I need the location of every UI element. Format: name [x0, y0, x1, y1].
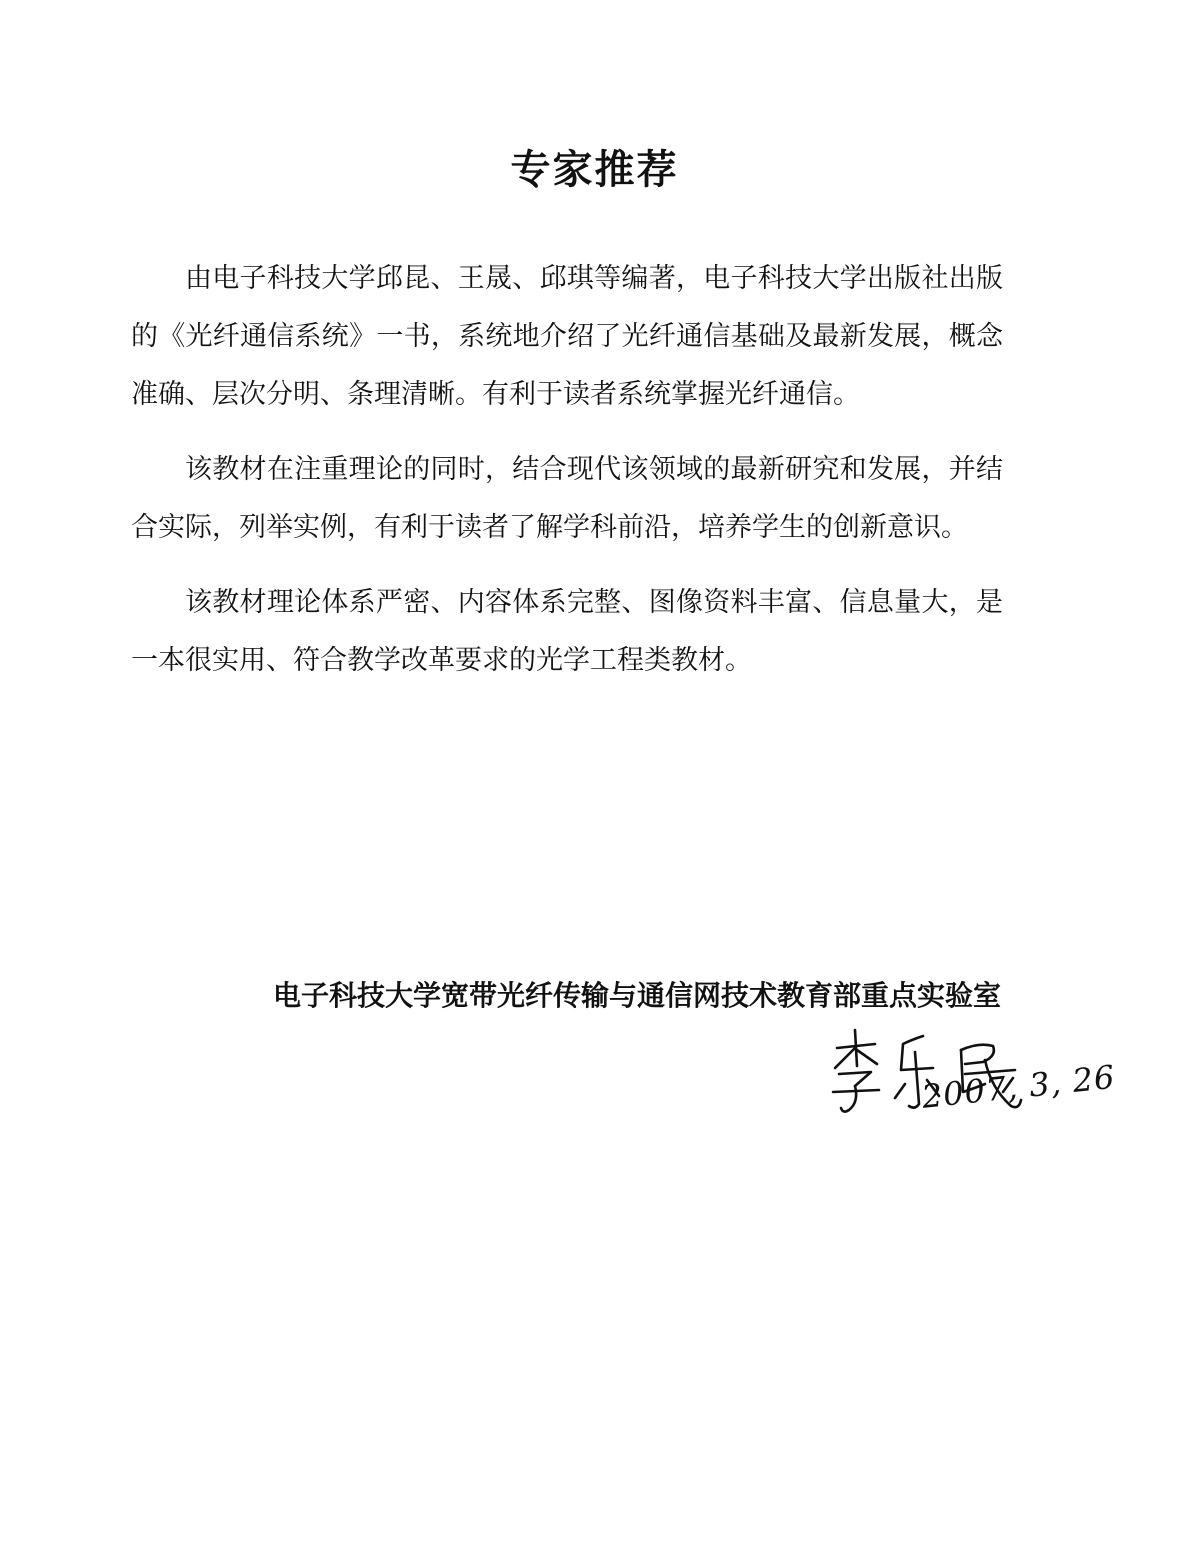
paragraph-1: 由电子科技大学邱昆、王晟、邱琪等编著，电子科技大学出版社出版的《光纤通信系统》一书，系统地介绍了光纤通信基础及最新发展，概念准确、层次分明、条理清晰。有利于读者系统掌握光纤通信。 — [131, 263, 1003, 410]
recommendation-body — [131, 250, 1003, 707]
paragraph-3: 该教材理论体系严密、内容体系完整、图像资料丰富、信息量大，是一本很实用、符合教学改革要求的光学工程类教材。 — [131, 587, 1003, 676]
institution-name: 电子科技大学宽带光纤传输与通信网技术教育部重点实验室 — [272, 979, 1001, 1012]
paragraph-2: 该教材在注重理论的同时，结合现代该领域的最新研究和发展，并结合实际，列举实例，有利于读者了解学科前沿，培养学生的创新意识。 — [131, 454, 1003, 543]
page-title: 专家推荐 — [510, 147, 679, 193]
signature-date: 2007, 3, 26 — [920, 1057, 1118, 1116]
